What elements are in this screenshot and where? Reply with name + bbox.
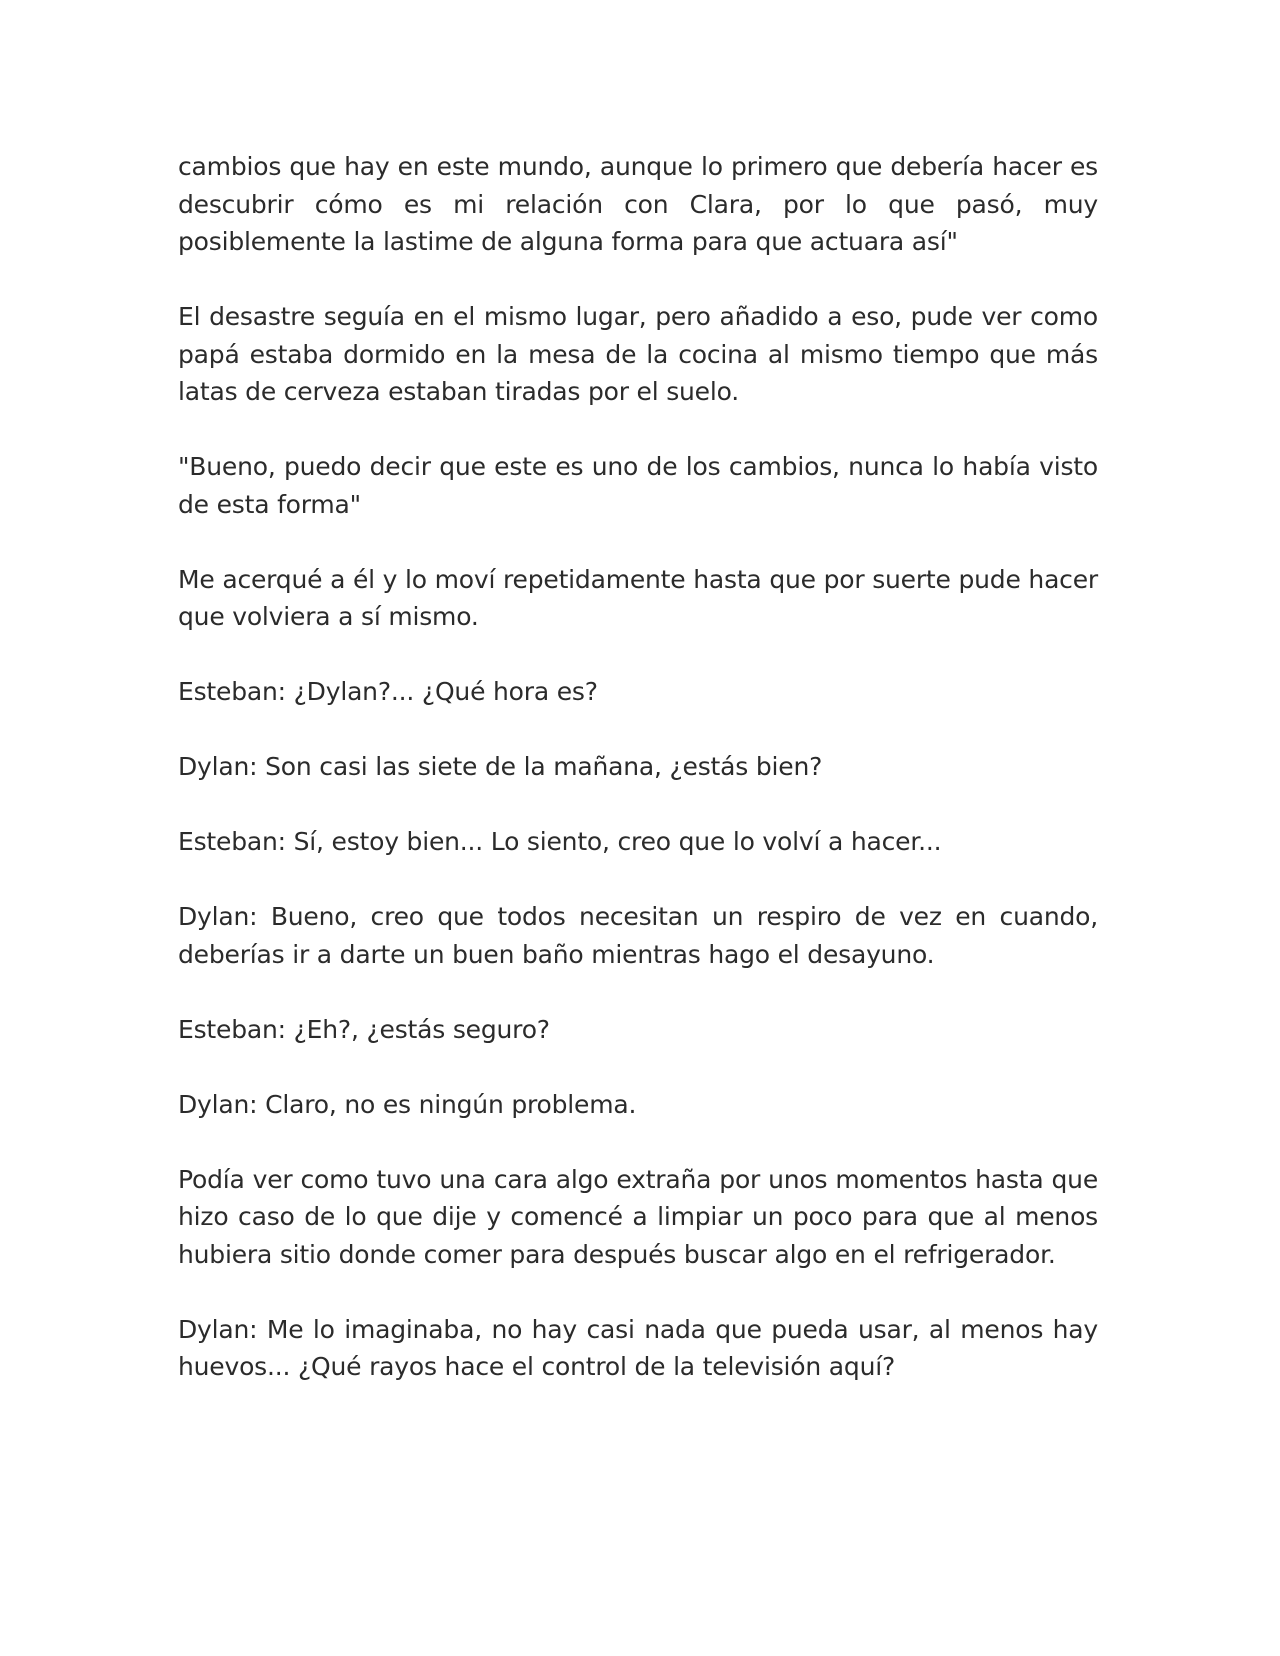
document-page (178, 148, 1098, 1423)
dialogue-line-5: Esteban: ¿Eh?, ¿estás seguro? (178, 1014, 550, 1044)
paragraph-4: Me acerqué a él y lo moví repetidamente hasta que por suerte pude hacer que volviera a sí mismo. (178, 564, 1098, 631)
paragraph-3: "Bueno, puedo decir que este es uno de los cambios, nunca lo había visto de esta forma" (178, 452, 1098, 519)
paragraph-1: cambios que hay en este mundo, aunque lo primero que debería hacer es descubrir cómo es mi relación con Clara, por lo que pasó, muy posiblemente la lastime de alguna forma para que actuara así" (178, 152, 1098, 256)
dialogue-line-1: Esteban: ¿Dylan?... ¿Qué hora es? (178, 677, 598, 706)
paragraph-2: El desastre seguía en el mismo lugar, pero añadido a eso, pude ver como papá estaba dormido en la mesa de la cocina al mismo tiempo que más latas de cerveza estaban tiradas por el suelo. (178, 302, 1098, 406)
dialogue-line-7: Dylan: Me lo imaginaba, no hay casi nada que pueda usar, al menos hay huevos... ¿Qué rayos hace el control de la televisión aquí? (178, 1314, 1098, 1381)
dialogue-line-3: Esteban: Sí, estoy bien... Lo siento, creo que lo volví a hacer... (178, 827, 942, 856)
dialogue-line-6: Dylan: Claro, no es ningún problema. (178, 1089, 637, 1119)
dialogue-line-2: Dylan: Son casi las siete de la mañana, ¿estás bien? (178, 752, 823, 781)
paragraph-5: Podía ver como tuvo una cara algo extraña por unos momentos hasta que hizo caso de lo que dije y comencé a limpiar un poco para que al menos hubiera sitio donde comer para después buscar algo en el refrigerador. (178, 1164, 1098, 1269)
dialogue-line-4: Dylan: Bueno, creo que todos necesitan un respiro de vez en cuando, deberías ir a darte un buen baño mientras hago el desayuno. (178, 902, 1098, 969)
